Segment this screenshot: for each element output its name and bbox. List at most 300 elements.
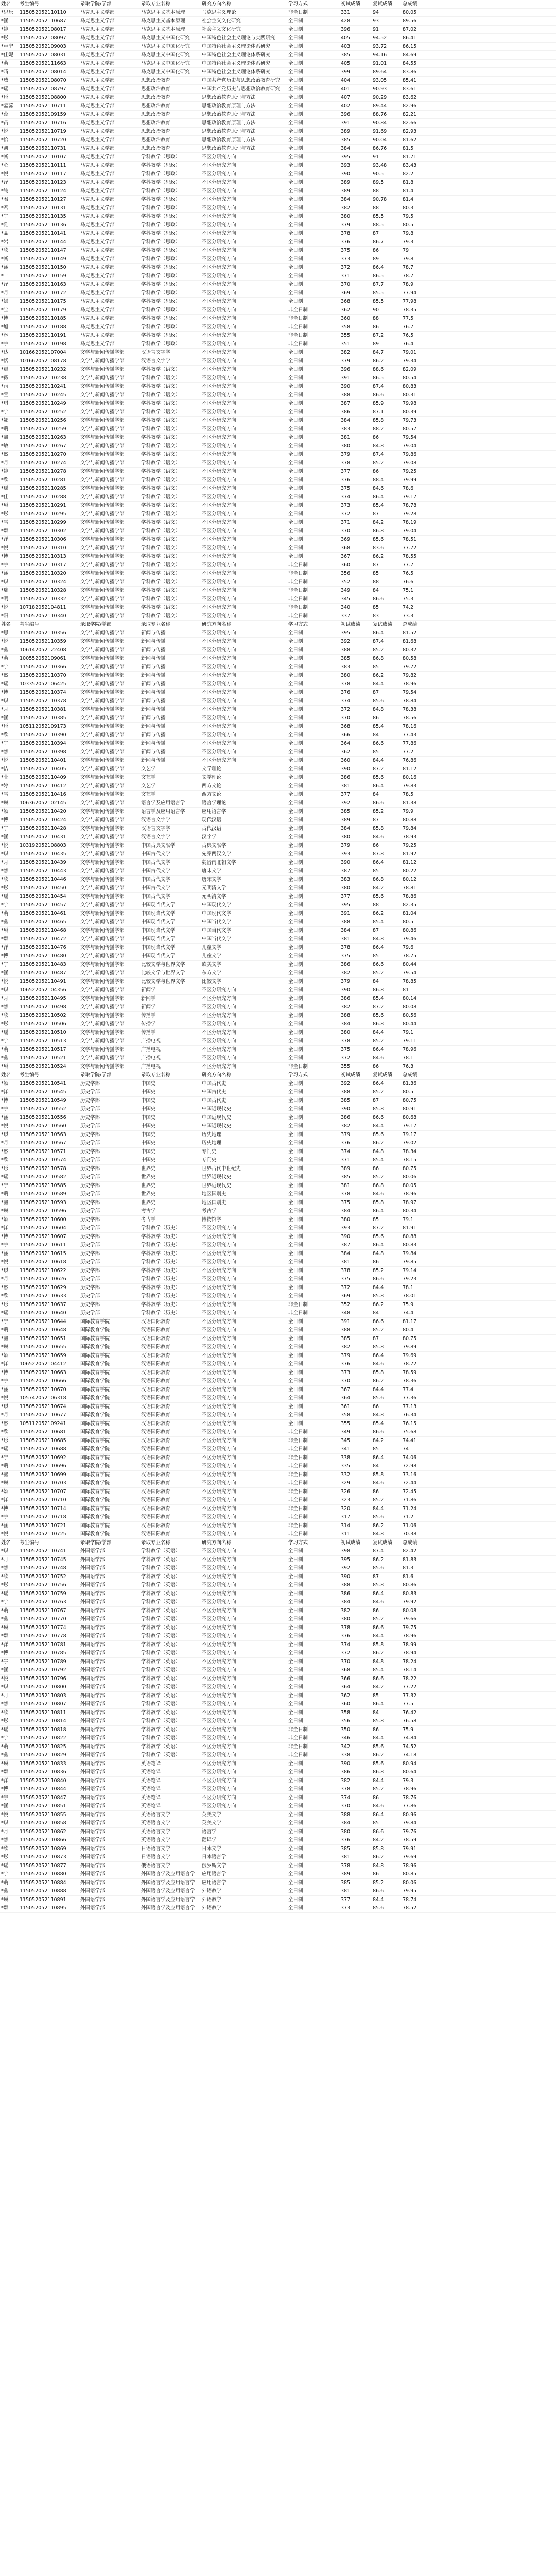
table-cell: 90 [372, 306, 402, 315]
table-cell: 不区分研究方向 [201, 331, 287, 340]
table-cell: 78.1 [402, 1054, 431, 1063]
table-cell: 全日制 [287, 1326, 340, 1335]
table-cell: *鑫 [0, 1198, 19, 1207]
table-cell: 115052052110851 [19, 1802, 79, 1811]
table-cell: 378 [340, 1861, 372, 1870]
table-cell: 全日制 [287, 1555, 340, 1564]
table-cell: 380 [340, 212, 372, 221]
table-row [0, 748, 556, 757]
table-cell: 88.4 [372, 476, 402, 485]
table-cell: 384 [340, 824, 372, 833]
table-cell: 文学与新闻传播学部 [79, 960, 140, 969]
table-cell: 115052052110688 [19, 1445, 79, 1454]
table-row [0, 212, 556, 221]
table-cell: *琳 [0, 1895, 19, 1904]
table-cell: 86.4 [372, 782, 402, 791]
table-cell-blank [431, 544, 556, 553]
table-cell: 不区分研究方向 [201, 654, 287, 663]
table-cell: 84.6 [372, 1190, 402, 1199]
table-cell: 非全日制 [287, 1734, 340, 1743]
table-cell: 不区分研究方向 [201, 1623, 287, 1632]
table-cell: 81.8 [402, 178, 431, 187]
table-cell: 115052052110666 [19, 1377, 79, 1386]
table-cell: 372 [340, 1283, 372, 1292]
table-cell: 317 [340, 1513, 372, 1522]
table-cell: 不区分研究方向 [201, 306, 287, 315]
table-row [0, 739, 556, 748]
table-cell: 80.3 [402, 204, 431, 213]
table-cell: 马克思主义学部 [79, 42, 140, 51]
table-cell: 全日制 [287, 1020, 340, 1029]
table-cell: 390 [340, 1232, 372, 1241]
table-cell: 85.5 [372, 212, 402, 221]
table-cell: 学科教学（英语） [140, 1623, 201, 1632]
table-cell: 学科教学（思政） [140, 297, 201, 306]
table-cell: *彤 [0, 510, 19, 519]
table-cell: 115052052110198 [19, 340, 79, 349]
table-cell: 115052052110291 [19, 501, 79, 510]
table-cell: 115052052110833 [19, 1759, 79, 1768]
table-cell-blank [431, 1564, 556, 1573]
table-cell: 文学与新闻传播学部 [79, 748, 140, 757]
table-cell: 学科教学（语文） [140, 382, 201, 391]
table-cell: 86.2 [372, 671, 402, 680]
table-row [0, 892, 556, 901]
table-row [0, 629, 556, 638]
table-cell: *欣 [0, 1572, 19, 1581]
table-cell: *宇 [0, 1513, 19, 1522]
table-cell: 86.4 [372, 1453, 402, 1462]
table-cell: 80.86 [402, 926, 431, 935]
table-cell-blank [431, 799, 556, 808]
table-cell: 学科教学（历史） [140, 1224, 201, 1233]
table-cell: 应用语言学 [201, 1878, 287, 1887]
table-cell-blank [431, 246, 556, 255]
table-cell: 80.4 [402, 1326, 431, 1335]
table-cell: 362 [340, 748, 372, 757]
table-cell: 382 [340, 1606, 372, 1615]
table-cell: 全日制 [287, 739, 340, 748]
table-cell: 403 [340, 42, 372, 51]
table-cell: 非全日制 [287, 1513, 340, 1522]
table-cell: *然 [0, 748, 19, 757]
table-cell: 81.68 [402, 637, 431, 646]
table-cell: 汉语国际教育 [140, 1504, 201, 1513]
table-cell: 全日制 [287, 901, 340, 910]
table-cell: 马克思主义学部 [79, 25, 140, 34]
table-cell: 文学与新闻传播学部 [79, 637, 140, 646]
table-cell: *琳 [0, 926, 19, 935]
table-row [0, 374, 556, 383]
table-cell: 115052052110285 [19, 484, 79, 493]
table-row [0, 246, 556, 255]
table-cell-blank [431, 1453, 556, 1462]
table-cell: 文学与新闻传播学部 [79, 1037, 140, 1046]
table-cell: 外国语学部 [79, 1666, 140, 1675]
table-cell: 英语笔译 [140, 1793, 201, 1802]
table-cell-blank [431, 833, 556, 842]
table-cell: 全日制 [287, 272, 340, 281]
table-cell: 86.6 [372, 595, 402, 604]
table-cell: 全日制 [287, 1011, 340, 1020]
table-cell: 320 [340, 1504, 372, 1513]
table-cell: 80.75 [402, 1334, 431, 1343]
table-cell: 中国史 [140, 1096, 201, 1105]
table-cell: 中国古代文学 [140, 850, 201, 859]
table-row [0, 408, 556, 417]
table-cell: 全日制 [287, 986, 340, 995]
table-row [0, 229, 556, 238]
table-cell: 学科教学（思政） [140, 340, 201, 349]
table-cell: 382 [340, 1122, 372, 1131]
table-cell: 全日制 [287, 1810, 340, 1819]
table-cell: 86 [372, 1062, 402, 1071]
table-cell: 79.6 [402, 943, 431, 952]
table-cell: 87 [372, 1096, 402, 1105]
table-cell: 历史学部 [79, 1300, 140, 1309]
table-cell: 不区分研究方向 [201, 178, 287, 187]
table-cell: 84.8 [372, 705, 402, 714]
table-cell: 不区分研究方向 [201, 1470, 287, 1479]
table-cell: 学科教学（语文） [140, 442, 201, 451]
table-cell: *颖 [0, 1079, 19, 1088]
table-cell: 372 [340, 263, 372, 272]
table-cell: 全日制 [287, 1802, 340, 1811]
table-cell: 中国史 [140, 1079, 201, 1088]
table-cell: 378 [340, 1785, 372, 1794]
table-row [0, 1105, 556, 1114]
table-cell: 385 [340, 1173, 372, 1182]
table-cell: 83.62 [402, 93, 431, 102]
table-cell-blank [431, 144, 556, 153]
table-cell: 115052052110640 [19, 1309, 79, 1318]
table-cell: 不区分研究方向 [201, 1674, 287, 1683]
table-cell: 文学与新闻传播学部 [79, 773, 140, 782]
table-cell: 87.7 [372, 280, 402, 289]
table-cell: 369 [340, 289, 372, 298]
table-cell: 115052052110563 [19, 1130, 79, 1139]
table-cell: 文学与新闻传播学部 [79, 510, 140, 519]
table-row [0, 1802, 556, 1811]
table-cell: 381 [340, 1181, 372, 1190]
table-cell: 94.16 [372, 51, 402, 60]
table-cell: 英语笔译 [140, 1785, 201, 1794]
table-row [0, 1062, 556, 1071]
table-cell: 文学与新闻传播学部 [79, 535, 140, 544]
table-row [0, 331, 556, 340]
table-cell: 不区分研究方向 [201, 476, 287, 485]
table-cell: 85.8 [372, 416, 402, 425]
table-cell-blank [431, 1130, 556, 1139]
table-cell: 不区分研究方向 [201, 1309, 287, 1318]
table-cell: 84 [372, 731, 402, 740]
table-cell-blank [431, 892, 556, 901]
table-cell: 全日制 [287, 1895, 340, 1904]
table-cell: 历史学部 [79, 1105, 140, 1114]
table-cell: 全日制 [287, 544, 340, 553]
table-cell: 不区分研究方向 [201, 1224, 287, 1233]
table-cell: 115052052108070 [19, 76, 79, 85]
table-cell: 不区分研究方向 [201, 1385, 287, 1394]
table-cell: 马克思主义学部 [79, 195, 140, 204]
table-cell: 思想政治教育 [140, 136, 201, 145]
table-cell-blank [431, 263, 556, 272]
table-cell: *悦 [0, 127, 19, 136]
table-cell: 非全日制 [287, 1496, 340, 1505]
table-cell: 汉语国际教育 [140, 1470, 201, 1479]
table-cell: 76.5 [402, 331, 431, 340]
table-cell: 全日制 [287, 756, 340, 765]
table-cell: 汉语言文字学 [140, 348, 201, 357]
table-cell: 85.6 [372, 1394, 402, 1403]
table-cell: 115052052110366 [19, 663, 79, 672]
table-row [0, 1326, 556, 1335]
table-row [0, 1555, 556, 1564]
table-cell-blank [431, 1581, 556, 1590]
table-cell: 115052052110789 [19, 1657, 79, 1666]
table-cell: 115052052110124 [19, 187, 79, 196]
table-cell: 汉语国际教育 [140, 1445, 201, 1454]
table-cell: 115052052110866 [19, 1836, 79, 1845]
table-cell: 115052052110720 [19, 136, 79, 145]
table-cell-blank [431, 1334, 556, 1343]
table-cell: *敏 [0, 442, 19, 451]
table-cell-blank [431, 688, 556, 697]
table-cell: 395 [340, 153, 372, 162]
table-cell: 366 [340, 731, 372, 740]
table-cell: 375 [340, 484, 372, 493]
table-cell: 86.6 [372, 1827, 402, 1836]
table-cell: 国际教育学院 [79, 1470, 140, 1479]
table-cell-blank [431, 1045, 556, 1054]
table-cell: 376 [340, 688, 372, 697]
table-cell: 马克思主义学部 [79, 17, 140, 26]
table-row [0, 1147, 556, 1156]
table-cell: 学科教学（英语） [140, 1691, 201, 1700]
table-cell-blank [431, 1360, 556, 1369]
table-cell: 115052052110756 [19, 1581, 79, 1590]
table-cell-blank [431, 476, 556, 485]
table-cell: 唐宋文学 [201, 867, 287, 876]
table-cell: 86 [372, 1606, 402, 1615]
table-cell: 非全日制 [287, 612, 340, 621]
table-row [0, 1419, 556, 1428]
table-cell: 115052052110681 [19, 1428, 79, 1437]
table-cell: 115052052110416 [19, 790, 79, 799]
table-cell: *宁 [0, 663, 19, 672]
table-cell: 85.2 [372, 646, 402, 655]
table-row [0, 1785, 556, 1794]
table-cell: 考古学 [201, 1207, 287, 1216]
table-cell: 85 [372, 603, 402, 612]
table-cell: *欣 [0, 1844, 19, 1853]
table-cell: 86.6 [372, 739, 402, 748]
table-cell: 文学与新闻传播学部 [79, 714, 140, 723]
table-cell: 79.28 [402, 510, 431, 519]
table-row [0, 1734, 556, 1743]
table-row [0, 1887, 556, 1896]
table-cell: 全日制 [287, 935, 340, 944]
table-cell: 379 [340, 221, 372, 230]
table-cell: 115052052110302 [19, 527, 79, 536]
table-cell: 78.96 [402, 1785, 431, 1794]
table-cell: 学科教学（英语） [140, 1725, 201, 1734]
table-cell-blank [431, 340, 556, 349]
table-cell: 马克思主义学部 [79, 93, 140, 102]
table-cell: 非全日制 [287, 1742, 340, 1751]
table-cell: 367 [340, 1385, 372, 1394]
table-cell: 115052052110604 [19, 1224, 79, 1233]
table-cell: *涵 [0, 714, 19, 723]
table-cell: 英语语言文学 [140, 1810, 201, 1819]
table-cell: *瑶 [0, 1725, 19, 1734]
table-cell: 全日制 [287, 1045, 340, 1054]
table-row [0, 161, 556, 170]
table-cell: 358 [340, 323, 372, 332]
table-cell: 84.8 [372, 1657, 402, 1666]
table-cell: *月 [0, 1827, 19, 1836]
table-row [0, 17, 556, 26]
table-cell: 中国共产党历史与思想政治教育研究 [201, 76, 287, 85]
table-cell: 115052052110521 [19, 1054, 79, 1063]
table-cell: 115052052110480 [19, 952, 79, 961]
table-row [0, 289, 556, 298]
table-row [0, 1564, 556, 1573]
table-cell: 86.4 [372, 493, 402, 502]
table-row [0, 1462, 556, 1471]
table-cell: 81.71 [402, 153, 431, 162]
table-row [0, 1479, 556, 1488]
table-cell-blank [431, 1402, 556, 1411]
table-cell: 81.4 [402, 195, 431, 204]
table-cell: 83.6 [372, 544, 402, 553]
table-cell: 390 [340, 765, 372, 774]
table-cell: 全日制 [287, 442, 340, 451]
table-cell-blank [431, 1011, 556, 1020]
table-cell: 马克思主义学部 [79, 187, 140, 196]
table-cell: 352 [340, 578, 372, 587]
table-cell: 中国当代文学 [201, 935, 287, 944]
table-cell: 78.6 [402, 484, 431, 493]
table-cell: 376 [340, 1632, 372, 1641]
table-cell: 国际教育学院 [79, 1479, 140, 1488]
table-cell: 全日制 [287, 1181, 340, 1190]
table-cell-blank [431, 1521, 556, 1530]
table-cell: 115052052110622 [19, 1266, 79, 1275]
table-cell: 78.36 [402, 1377, 431, 1386]
table-cell: 新闻与传播 [140, 722, 201, 731]
table-cell-blank [431, 1691, 556, 1700]
table-cell-blank [431, 221, 556, 230]
table-cell: 外国语言学及应用语言学 [140, 1904, 201, 1913]
table-cell-blank [431, 1003, 556, 1012]
table-cell: 非全日制 [287, 1436, 340, 1445]
table-cell: 395 [340, 629, 372, 638]
column-header: 考生编号 [19, 1538, 79, 1547]
table-cell: 370 [340, 1657, 372, 1666]
table-cell: 115052052110491 [19, 977, 79, 986]
table-cell-blank [431, 969, 556, 978]
table-cell: 115052052110759 [19, 1589, 79, 1598]
table-cell: 外国语学部 [79, 1657, 140, 1666]
table-cell: 386 [340, 408, 372, 417]
table-cell-blank [431, 1275, 556, 1284]
table-row [0, 76, 556, 85]
table-cell: *旭 [0, 323, 19, 332]
table-cell: 外国语学部 [79, 1895, 140, 1904]
table-cell: 全日制 [287, 671, 340, 680]
table-cell: 全日制 [287, 1666, 340, 1675]
table-cell: 115052052110245 [19, 391, 79, 400]
table-cell: *鑫 [0, 646, 19, 655]
table-cell-blank [431, 1649, 556, 1658]
table-cell: 381 [340, 1887, 372, 1896]
table-cell: *涵 [0, 263, 19, 272]
table-cell: 文艺学 [140, 773, 201, 782]
table-cell: *涵 [0, 833, 19, 842]
table-cell: 80.16 [402, 773, 431, 782]
table-cell: 115052052110179 [19, 306, 79, 315]
table-cell: 382 [340, 1776, 372, 1785]
table-cell: 115052052110450 [19, 884, 79, 893]
table-cell-blank [431, 1164, 556, 1173]
table-cell: 86 [372, 467, 402, 476]
table-cell: 79.73 [402, 416, 431, 425]
table-cell: 76.15 [402, 1419, 431, 1428]
table-cell: 384 [340, 416, 372, 425]
table-cell: 学科教学（英语） [140, 1742, 201, 1751]
table-cell: 全日制 [287, 1368, 340, 1377]
table-cell: 80.05 [402, 8, 431, 17]
table-cell: 86.6 [372, 799, 402, 808]
table-cell: 全日制 [287, 1224, 340, 1233]
table-cell: 日语语言文学 [140, 1844, 201, 1853]
table-row [0, 42, 556, 51]
table-cell: 国际教育学院 [79, 1521, 140, 1530]
table-cell: *洋 [0, 1360, 19, 1369]
table-cell: 86.2 [372, 1300, 402, 1309]
table-cell: 396 [340, 110, 372, 119]
table-cell: 396 [340, 25, 372, 34]
table-cell: 88 [372, 314, 402, 323]
table-row [0, 459, 556, 468]
table-cell-blank [431, 382, 556, 391]
table-cell: *宁 [0, 1181, 19, 1190]
table-row [0, 1691, 556, 1700]
table-cell: 文学与新闻传播学部 [79, 1020, 140, 1029]
table-cell: 外语教学 [201, 1895, 287, 1904]
table-cell: 379 [340, 841, 372, 850]
table-cell: 393 [340, 161, 372, 170]
table-cell: 汉语国际教育 [140, 1419, 201, 1428]
table-cell: 传播学 [140, 1011, 201, 1020]
table-row [0, 1198, 556, 1207]
table-cell: 388 [340, 1326, 372, 1335]
table-cell: 全日制 [287, 782, 340, 791]
table-cell: 国际教育学院 [79, 1504, 140, 1513]
table-cell: 79.84 [402, 1249, 431, 1258]
table-cell-blank [431, 1190, 556, 1199]
table-cell: 84.8 [372, 1249, 402, 1258]
table-cell-blank [431, 1207, 556, 1216]
table-cell: 80.22 [402, 867, 431, 876]
table-cell: 马克思主义中国化研究 [140, 51, 201, 60]
table-cell: *畅 [0, 153, 19, 162]
table-cell: 学科教学（思政） [140, 272, 201, 281]
table-cell: *博 [0, 1785, 19, 1794]
table-cell: 比较文学与世界文学 [140, 977, 201, 986]
table-cell: 文学与新闻传播学部 [79, 467, 140, 476]
